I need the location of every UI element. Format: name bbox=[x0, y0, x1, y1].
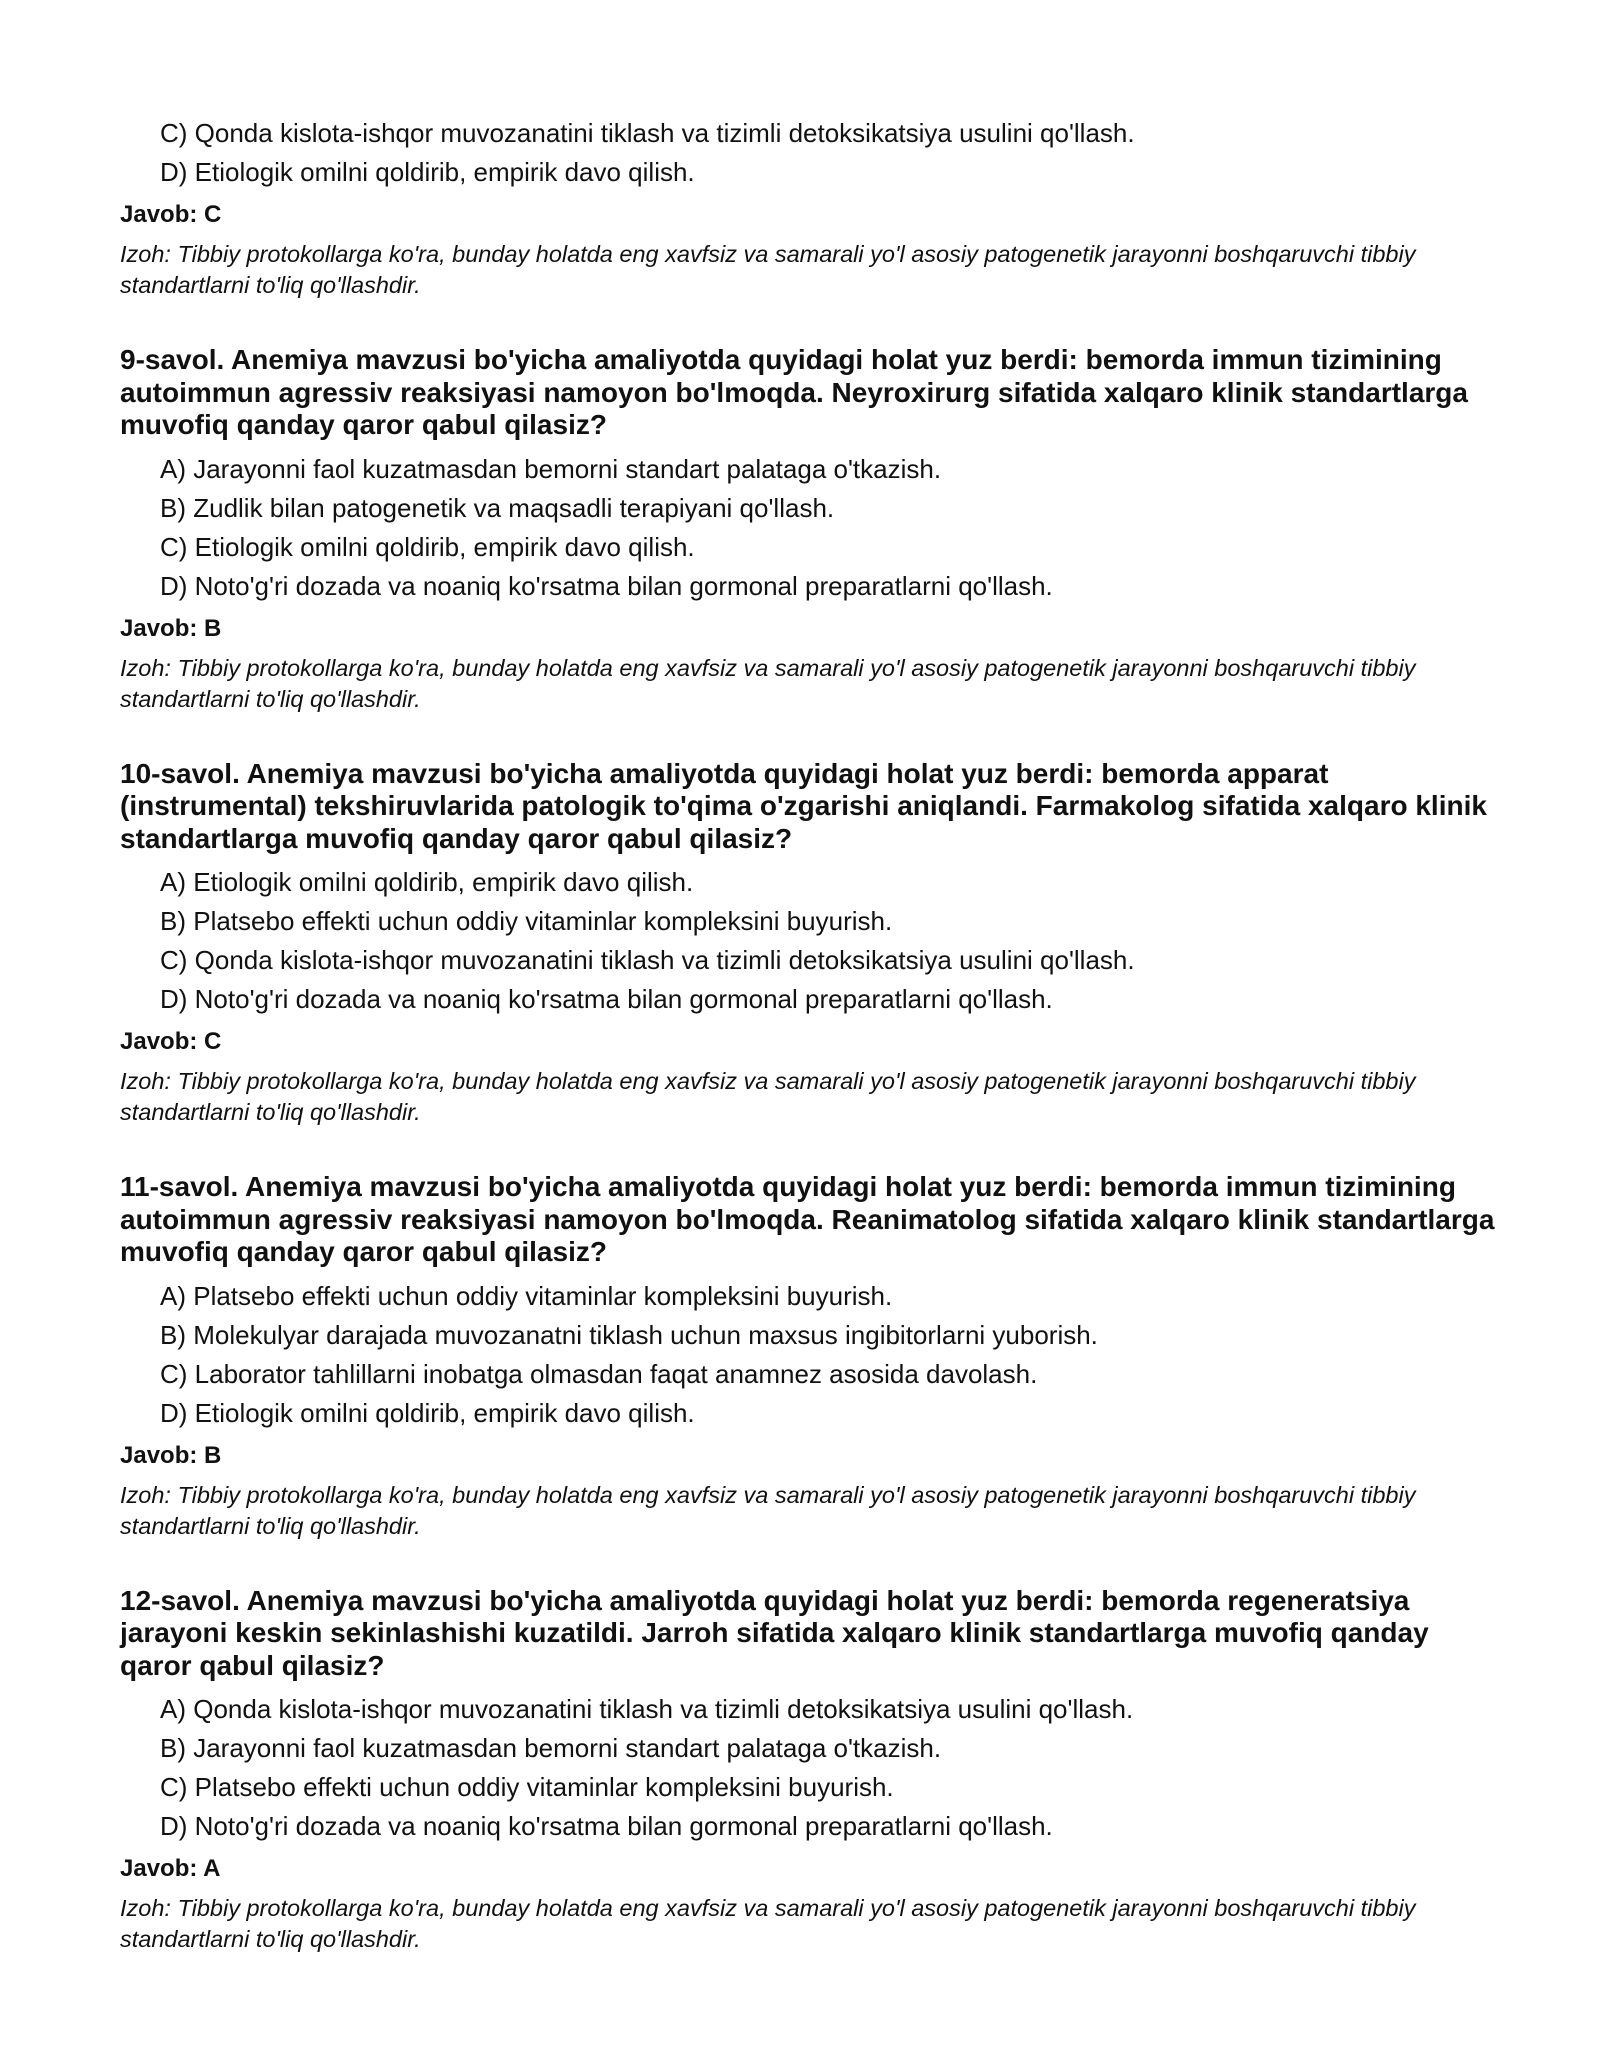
answer-option: B) Molekulyar darajada muvozanatni tiklash uchun maxsus ingibitorlarni yuborish. bbox=[160, 1319, 1098, 1350]
answer-option: D) Noto'g'ri dozada va noaniq ko'rsatma bilan gormonal preparatlarni qo'llash. bbox=[160, 570, 1053, 601]
correct-answer: Javob: B bbox=[120, 614, 222, 642]
answer-option: B) Platsebo effekti uchun oddiy vitaminlar kompleksini buyurish. bbox=[160, 906, 893, 936]
answer-option: D) Noto'g'ri dozada va noaniq ko'rsatma bilan gormonal preparatlarni qo'llash. bbox=[160, 984, 1053, 1014]
answer-option: A) Qonda kislota-ishqor muvozanatini tiklash va tizimli detoksikatsiya usulini qo'llash. bbox=[160, 1694, 1134, 1724]
answer-option: A) Platsebo effekti uchun oddiy vitaminlar kompleksini buyurish. bbox=[160, 1280, 893, 1311]
question-block-11 bbox=[120, 1171, 1500, 1542]
answer-option: C) Etiologik omilni qoldirib, empirik davo qilish. bbox=[160, 531, 695, 562]
answer-option: D) Noto'g'ri dozada va noaniq ko'rsatma bilan gormonal preparatlarni qo'llash. bbox=[160, 1811, 1053, 1841]
document-page bbox=[120, 118, 1500, 1955]
answer-option: B) Zudlik bilan patogenetik va maqsadli terapiyani qo'llash. bbox=[160, 492, 835, 523]
answer-option: C) Platsebo effekti uchun oddiy vitaminlar kompleksini buyurish. bbox=[160, 1772, 894, 1802]
answer-option: C) Qonda kislota-ishqor muvozanatini tiklash va tizimli detoksikatsiya usulini qo'llash. bbox=[160, 118, 1135, 148]
answer-option: A) Etiologik omilni qoldirib, empirik davo qilish. bbox=[160, 867, 694, 897]
answer-option: B) Jarayonni faol kuzatmasdan bemorni standart palataga o'tkazish. bbox=[160, 1733, 942, 1763]
explanation-note: Izoh: Tibbiy protokollarga ko'ra, bunday holatda eng xavfsiz va samarali yo'l asosiy patogenetik jarayonni boshqaruvchi tibbiy standartlarni to'liq qo'llashdir. bbox=[120, 1481, 1416, 1539]
correct-answer: Javob: B bbox=[120, 1441, 222, 1469]
explanation-note: Izoh: Tibbiy protokollarga ko'ra, bunday holatda eng xavfsiz va samarali yo'l asosiy patogenetik jarayonni boshqaruvchi tibbiy standartlarni to'liq qo'llashdir. bbox=[120, 1068, 1416, 1125]
question-block-8-tail bbox=[120, 118, 1500, 301]
question-text: 9-savol. Anemiya mavzusi bo'yicha amaliyotda quyidagi holat yuz berdi: bemorda immun tizimining autoimmun agressiv reaksiyasi namoyon bo'lmoqda. Neyroxirurg sifatida xalqaro klinik standartlarga muvofiq qanday qaror qabul qilasiz? bbox=[120, 344, 1468, 440]
correct-answer: Javob: C bbox=[120, 201, 222, 228]
correct-answer: Javob: C bbox=[120, 1028, 222, 1055]
answer-option: C) Laborator tahlillarni inobatga olmasdan faqat anamnez asosida davolash. bbox=[160, 1358, 1038, 1389]
answer-option: C) Qonda kislota-ishqor muvozanatini tiklash va tizimli detoksikatsiya usulini qo'llash. bbox=[160, 945, 1135, 975]
question-text: 12-savol. Anemiya mavzusi bo'yicha amaliyotda quyidagi holat yuz berdi: bemorda regeneratsiya jarayoni keskin sekinlashishi kuzatildi. Jarroh sifatida xalqaro klinik standartlarga muvofiq qanday qaror qabul qilasiz? bbox=[120, 1584, 1429, 1681]
correct-answer: Javob: A bbox=[120, 1855, 221, 1882]
explanation-note: Izoh: Tibbiy protokollarga ko'ra, bunday holatda eng xavfsiz va samarali yo'l asosiy patogenetik jarayonni boshqaruvchi tibbiy standartlarni to'liq qo'llashdir. bbox=[120, 1895, 1416, 1952]
answer-option: A) Jarayonni faol kuzatmasdan bemorni standart palataga o'tkazish. bbox=[160, 453, 942, 484]
question-text: 11-savol. Anemiya mavzusi bo'yicha amaliyotda quyidagi holat yuz berdi: bemorda immun tizimining autoimmun agressiv reaksiyasi namoyon bo'lmoqda. Reanimatolog sifatida xalqaro klinik standartlarga muvofiq qanday qaror qabul qilasiz? bbox=[120, 1171, 1495, 1267]
explanation-note: Izoh: Tibbiy protokollarga ko'ra, bunday holatda eng xavfsiz va samarali yo'l asosiy patogenetik jarayonni boshqaruvchi tibbiy standartlarni to'liq qo'llashdir. bbox=[120, 241, 1416, 298]
answer-option: D) Etiologik omilni qoldirib, empirik davo qilish. bbox=[160, 1397, 695, 1428]
question-text: 10-savol. Anemiya mavzusi bo'yicha amaliyotda quyidagi holat yuz berdi: bemorda apparat (instrumental) tekshiruvlarida patologik to'qima o'zgarishi aniqlandi. Farmakolog sifatida xalqaro klinik standartlarga muvofiq qanday qaror qabul qilasiz? bbox=[120, 757, 1487, 854]
question-block-12 bbox=[120, 1585, 1500, 1956]
question-block-10 bbox=[120, 758, 1500, 1129]
answer-option: D) Etiologik omilni qoldirib, empirik davo qilish. bbox=[160, 157, 695, 187]
question-block-9 bbox=[120, 344, 1500, 715]
explanation-note: Izoh: Tibbiy protokollarga ko'ra, bunday holatda eng xavfsiz va samarali yo'l asosiy patogenetik jarayonni boshqaruvchi tibbiy standartlarni to'liq qo'llashdir. bbox=[120, 654, 1416, 712]
